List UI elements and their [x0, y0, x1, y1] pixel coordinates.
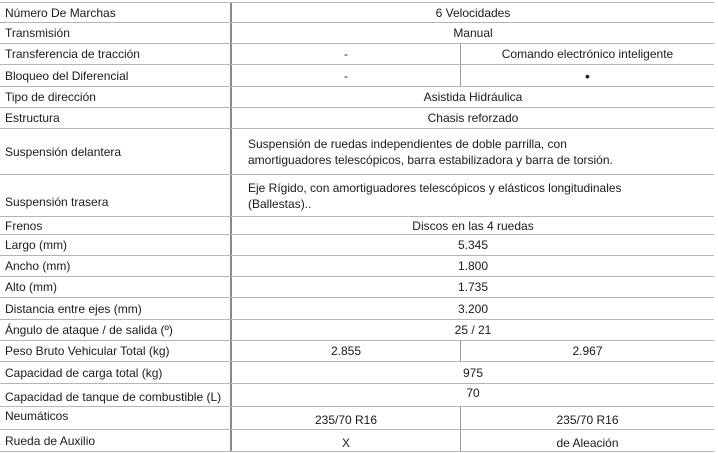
row-value: Chasis reforzado: [427, 111, 519, 125]
table-row: [0, 2, 714, 23]
row-label: Tipo de dirección: [0, 87, 232, 107]
row-value: 6 Velocidades: [435, 5, 511, 20]
row-label: Número De Marchas: [0, 3, 232, 22]
row-value: 975: [462, 365, 484, 380]
row-label: Estructura: [0, 108, 232, 128]
value-line: (Ballestas)..: [248, 196, 312, 211]
row-value: [232, 129, 714, 174]
row-label: Suspensión delantera: [0, 129, 232, 174]
row-value-b: de Aleación: [556, 435, 619, 450]
row-label: Ángulo de ataque / de salida (º): [0, 320, 232, 340]
row-value: 25 / 21: [454, 323, 492, 337]
value-line: Suspensión de ruedas independientes de doble parrilla, con: [248, 136, 567, 151]
row-value: 5.345: [457, 238, 489, 252]
table-row: [0, 65, 714, 87]
row-value: 70: [466, 386, 480, 400]
row-label: Rueda de Auxilio: [0, 430, 232, 451]
row-value: 1.800: [457, 259, 489, 273]
table-row: [0, 235, 714, 256]
value-line: amortiguadores telescópicos, barra estabilizadora y barra de torsión.: [248, 152, 613, 167]
row-value: 3.200: [457, 301, 489, 316]
row-label: Distancia entre ejes (mm): [0, 298, 232, 319]
row-value-b: 2.967: [572, 344, 603, 358]
row-label: Transferencia de tracción: [0, 44, 232, 64]
table-row: [0, 384, 714, 407]
table-row: [0, 320, 714, 341]
row-value-a: -: [232, 44, 461, 64]
row-label: Bloqueo del Diferencial: [0, 65, 232, 86]
row-label: Peso Bruto Vehicular Total (kg): [0, 341, 232, 361]
bullet-icon: •: [585, 67, 590, 84]
row-value: Manual: [453, 26, 493, 40]
table-row: [0, 44, 714, 65]
row-label: Alto (mm): [0, 277, 232, 297]
row-value-a: 235/70 R16: [232, 407, 461, 429]
table-row: [0, 129, 714, 175]
row-label: Frenos: [0, 217, 232, 234]
table-row: [0, 277, 714, 298]
table-row: [0, 175, 714, 217]
row-value-b: 235/70 R16: [556, 413, 619, 427]
row-label: Capacidad de carga total (kg): [0, 362, 232, 383]
row-label: Ancho (mm): [0, 256, 232, 276]
table-row: [0, 108, 714, 129]
row-label: Neumáticos: [0, 407, 232, 429]
row-label: Suspensión trasera: [0, 175, 232, 216]
row-label: Transmisión: [0, 23, 232, 43]
row-label: Capacidad de tanque de combustible (L): [0, 384, 232, 406]
row-label: Largo (mm): [0, 235, 232, 255]
row-value-b: Comando electrónico inteligente: [501, 47, 674, 61]
table-row: [0, 23, 714, 44]
spec-table: [0, 2, 714, 452]
row-value: Asistida Hidráulica: [423, 90, 523, 104]
value-line: Eje Rígido, con amortiguadores telescópicos y elásticos longitudinales: [248, 180, 622, 195]
row-value-a: -: [232, 65, 461, 86]
row-value-a: 2.855: [232, 341, 461, 361]
row-value: Discos en las 4 ruedas: [412, 218, 534, 233]
table-row: [0, 256, 714, 277]
table-row: [0, 362, 714, 384]
table-row: [0, 341, 714, 362]
row-value: [232, 175, 714, 216]
table-row: [0, 217, 714, 235]
table-row: [0, 407, 714, 430]
table-row: [0, 430, 714, 452]
row-value-a: X: [232, 430, 461, 451]
table-row: [0, 87, 714, 108]
table-row: [0, 298, 714, 320]
row-value: 1.735: [457, 280, 489, 294]
